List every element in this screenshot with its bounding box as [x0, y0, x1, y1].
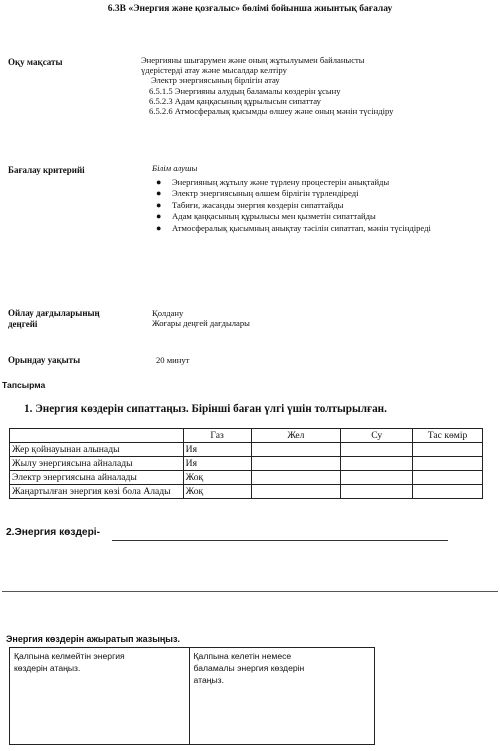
table-cell[interactable] [341, 443, 413, 457]
table-row [10, 443, 483, 457]
criteria-item: ● Энергияның жұтылу және түрлену процестерін анықтайды [156, 177, 390, 187]
table-header-row [10, 429, 483, 443]
nonrenewable-cell[interactable]: Қалпына келмейтін энергия көздерін атаңыз. [10, 648, 190, 745]
header-cell: Тас көмір [413, 429, 483, 443]
bullet-icon: ● [156, 177, 162, 187]
bullet-icon: ● [156, 188, 162, 199]
header-cell [10, 429, 184, 443]
objective-line: Электр энергиясының бірлігін атау [151, 75, 280, 86]
table-row [10, 457, 483, 471]
objective-line: Энергияны шығарумен және оның жұтылуымен байланысты [141, 55, 365, 65]
header-cell: Су [341, 429, 413, 443]
task2-label: 2.Энергия көздері- [6, 527, 101, 538]
table-cell: Ия [183, 443, 251, 457]
objective-line: 6.5.2.3 Адам қаңқасының құрылысын сипаттау [149, 95, 321, 106]
table-cell[interactable] [341, 457, 413, 471]
table-cell[interactable] [413, 457, 483, 471]
criteria-item: ● Атмосфералық қысымның анықтау тәсілін сипаттап, мәнін түсіндіреді [156, 222, 431, 233]
table-cell[interactable] [251, 443, 341, 457]
table-cell: Ия [183, 457, 251, 471]
table-row [10, 471, 483, 485]
table-cell: Жоқ [183, 471, 251, 485]
row-label-cell: Жер қойнауынан алынады [10, 443, 184, 457]
criteria-item: ● Электр энергиясының өлшем бірлігін түрлендіреді [156, 188, 359, 199]
criteria-item: ● Адам қаңқасының құрылысы мен қызметін сипаттайды [156, 211, 376, 222]
thinking-values: Қолдану Жоғары деңгей дағдылары [152, 308, 250, 329]
bullet-icon: ● [156, 199, 162, 210]
header-cell: Газ [183, 429, 251, 443]
table-cell[interactable] [251, 457, 341, 471]
renewable-cell[interactable]: Қалпына келетін немесе баламалы энергия көздерін атаңыз. [189, 648, 374, 745]
sources-table [9, 647, 375, 745]
row-label-cell: Жаңартылған энергия көзі бола Алады [10, 485, 184, 499]
time-label: Орындау уақыты [8, 355, 81, 365]
table-cell[interactable] [341, 485, 413, 499]
task-label: Тапсырма [2, 380, 46, 390]
table-cell[interactable] [413, 471, 483, 485]
table-row [10, 485, 483, 499]
row-label-cell: Жылу энергиясына айналады [10, 457, 184, 471]
table-cell[interactable] [251, 471, 341, 485]
task3-heading: Энергия көздерін ажыратып жазыңыз. [6, 634, 180, 644]
answer-line[interactable] [112, 540, 448, 541]
bullet-icon: ● [156, 222, 162, 233]
task1-heading: 1. Энергия көздерін сипаттаңыз. Бірінші баған үлгі үшін толтырылған. [24, 403, 387, 415]
table-cell[interactable] [341, 471, 413, 485]
thinking-label: Ойлау дағдыларының деңгейі [8, 308, 100, 329]
objective-line: 6.5.1.5 Энергияны алудың баламалы көздерін ұсыну [149, 85, 341, 96]
energy-table [9, 428, 483, 499]
table-cell[interactable] [413, 443, 483, 457]
criteria-item: ● Табиғи, жасанды энергия көздерін сипаттайды [156, 199, 344, 210]
objectives-label: Оқу мақсаты [8, 57, 63, 67]
table-cell: Жоқ [183, 485, 251, 499]
criteria-intro: Білім алушы [152, 163, 198, 173]
header-cell: Жел [251, 429, 341, 443]
answer-line[interactable] [2, 591, 498, 592]
bullet-icon: ● [156, 211, 162, 222]
table-cell[interactable] [413, 485, 483, 499]
criteria-list [152, 177, 457, 234]
page-title: 6.3В «Энергия және қозғалыс» бөлімі бойынша жиынтық бағалау [107, 4, 393, 14]
time-value: 20 минут [156, 355, 190, 365]
table-cell[interactable] [251, 485, 341, 499]
criteria-label: Бағалау критерийі [8, 165, 85, 175]
row-label-cell: Электр энергиясына айналады [10, 471, 184, 485]
objective-line: үдерістерді атау және мысалдар келтіру [141, 65, 287, 76]
table-row [10, 648, 375, 745]
objective-line: 6.5.2.6 Атмосфералық қысымды өлшеу және оның мәнін түсіндіру [149, 106, 394, 117]
objectives-block [141, 55, 481, 116]
